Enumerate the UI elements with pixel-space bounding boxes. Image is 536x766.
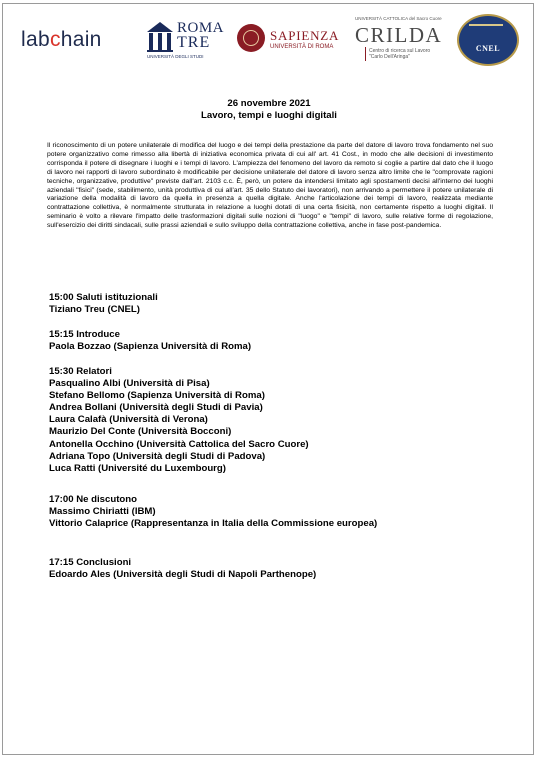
section-heading: 15:30 Relatori	[49, 366, 112, 377]
speaker: Tiziano Treu (CNEL)	[49, 304, 140, 316]
event-title: Lavoro, tempi e luoghi digitali	[201, 110, 337, 121]
labchain-logo: labchain	[21, 28, 102, 51]
event-date: 26 novembre 2021	[227, 98, 311, 109]
speaker: Vittorio Calaprice (Rappresentanza in Italia della Commissione europea)	[49, 518, 378, 530]
roma-tre-line1: ROMA	[177, 20, 225, 36]
cnel-building-icon	[469, 24, 503, 46]
speaker: Luca Ratti (Université du Luxembourg)	[49, 462, 226, 474]
program-section-speakers	[49, 366, 489, 475]
roma-tre-subtitle: UNIVERSITÀ DEGLI STUDI	[147, 54, 204, 59]
cnel-logo	[455, 14, 521, 66]
logo-bar	[15, 14, 523, 72]
speaker: Andrea Bollani (Università degli Studi di Pavia)	[49, 402, 263, 414]
speaker: Laura Calafà (Università di Verona)	[49, 414, 208, 426]
crilda-subtitle-1: Centro di ricerca sul Lavoro	[369, 48, 431, 54]
roma-tre-line2: TRE	[177, 34, 211, 51]
section-heading: 15:00 Saluti istituzionali	[49, 292, 158, 303]
speaker: Paola Bozzao (Sapienza Università di Roma)	[49, 341, 252, 353]
speaker: Massimo Chiriatti (IBM)	[49, 506, 156, 518]
crilda-logo	[355, 16, 443, 68]
event-header	[3, 98, 535, 122]
document-page	[2, 3, 534, 755]
section-heading: 15:15 Introduce	[49, 329, 120, 340]
section-heading: 17:00 Ne discutono	[49, 494, 137, 505]
roma-tre-logo	[147, 16, 225, 62]
intro-paragraph: Il riconoscimento di un potere unilaterale di modifica del luogo e dei tempi della prestazione da parte del datore di lavoro trova fondamento nel suo potere organizzativo come rimesso alla libertà di iniziativa economica privata di cui all' art. 41 Cost., in modo che alle decisioni di investimento corrisponda il potere di disegnare i luoghi e i tempi di lavoro. L'ampiezza del fenomeno del lavoro da remoto si coglie a partire dal dato che il luogo di lavoro nei rapporti di lavoro subordinato è modificabile per decisione unilaterale del datore di lavoro senza altro limite che le "comprovate ragioni tecniche, organizzative, produttive" previste dall'art. 2103 c.c. È, però, un potere da intendersi limitato agli spostamenti decisi all'interno dei luoghi aziendali "fisici" (sede, stabilimento, unità produttiva di cui all'art. 35 dello Statuto dei lavoratori), non arrivando a permettere il potere unilaterale di variazione della modalità di lavoro da quella in presenza a quella digitale. Anche l'articolazione dei tempi di lavoro, realizzata mediante contrattazione collettiva, è normalmente strutturata in relazione a luoghi dotati di una certa fisicità, non certamente rispetto a luoghi digitali. Il seminario è volto a rilevare l'impatto delle trasformazioni digitali sulle nozioni di "luogo" e "tempi" di lavoro, sulle relative forme di regolazione, sull'esercizio dei diritti sindacali, sulle prassi aziendali e sullo sviluppo della contrattazione collettiva, anche in fase post-pandemica.	[47, 142, 493, 230]
speaker: Stefano Bellomo (Sapienza Università di Roma)	[49, 390, 265, 402]
program-section-introduction	[49, 329, 489, 353]
speaker: Pasqualino Albi (Università di Pisa)	[49, 378, 210, 390]
speaker: Adriana Topo (Università degli Studi di Padova)	[49, 450, 266, 462]
speaker: Antonella Occhino (Università Cattolica del Sacro Cuore)	[49, 438, 309, 450]
crilda-name: CRILDA	[355, 23, 443, 47]
cnel-name: CNEL	[475, 44, 501, 53]
speaker: Edoardo Ales (Università degli Studi di Napoli Parthenope)	[49, 569, 317, 581]
crilda-divider	[365, 47, 366, 61]
program-section-welcome	[49, 292, 489, 316]
speaker: Maurizio Del Conte (Università Bocconi)	[49, 426, 232, 438]
sapienza-logo	[237, 24, 349, 60]
program-section-conclusions	[49, 557, 489, 581]
sapienza-seal-icon	[237, 24, 265, 52]
sapienza-subtitle: UNIVERSITÀ DI ROMA	[270, 44, 334, 50]
section-heading: 17:15 Conclusioni	[49, 557, 132, 568]
crilda-university: UNIVERSITÀ CATTOLICA del Sacro Cuore	[355, 16, 442, 21]
crilda-subtitle-2: "Carlo Dell'Aringa"	[369, 54, 410, 60]
sapienza-name: SAPIENZA	[270, 28, 340, 43]
roma-tre-emblem-icon	[147, 22, 173, 52]
program-section-discussion	[49, 494, 489, 530]
